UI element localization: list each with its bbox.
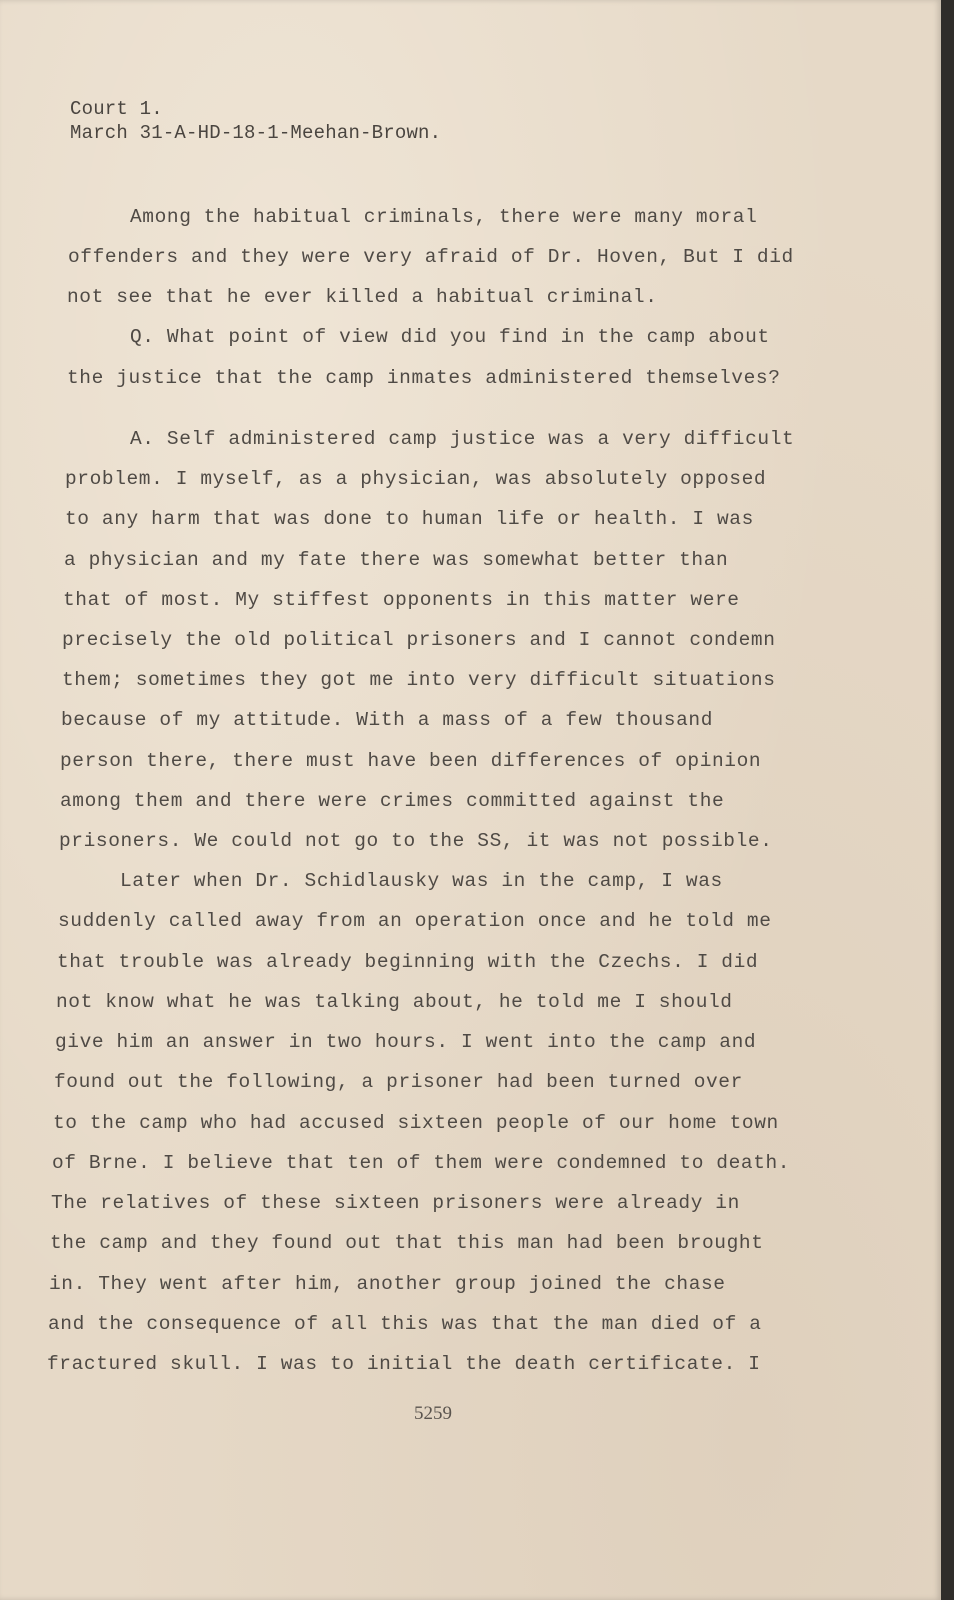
text-line: Among the habitual criminals, there were many moral <box>130 206 758 228</box>
text-line: give him an answer in two hours. I went into the camp and <box>55 1031 757 1053</box>
text-line: a physician and my fate there was somewhat better than <box>64 549 729 571</box>
case-reference: March 31-A-HD-18-1-Meehan-Brown. <box>70 122 442 144</box>
text-line: A. Self administered camp justice was a very difficult <box>130 428 795 450</box>
text-line: to any harm that was done to human life or health. I was <box>65 508 754 530</box>
text-line: and the consequence of all this was that the man died of a <box>48 1313 762 1335</box>
text-line: problem. I myself, as a physician, was absolutely opposed <box>65 468 767 490</box>
text-line: in. They went after him, another group joined the chase <box>49 1273 726 1295</box>
text-line: The relatives of these sixteen prisoners were already in <box>51 1192 740 1214</box>
text-line: not see that he ever killed a habitual criminal. <box>67 286 658 308</box>
text-line: prisoners. We could not go to the SS, it was not possible. <box>59 830 773 852</box>
document-header <box>70 97 441 145</box>
text-line: Q. What point of view did you find in the camp about <box>130 326 770 348</box>
court-label: Court 1. <box>70 98 163 120</box>
page-number: 5259 <box>414 1403 452 1424</box>
text-line: offenders and they were very afraid of Dr. Hoven, But I did <box>68 246 794 268</box>
text-line: that trouble was already beginning with the Czechs. I did <box>57 951 759 973</box>
text-line: among them and there were crimes committed against the <box>60 790 725 812</box>
text-line: suddenly called away from an operation once and he told me <box>58 910 772 932</box>
text-line: precisely the old political prisoners and I cannot condemn <box>62 629 776 651</box>
text-line: because of my attitude. With a mass of a few thousand <box>61 709 714 731</box>
background-edge <box>941 0 954 1600</box>
text-line: that of most. My stiffest opponents in this matter were <box>63 589 740 611</box>
text-line: the justice that the camp inmates administered themselves? <box>67 367 781 389</box>
text-line: person there, there must have been differences of opinion <box>60 750 762 772</box>
text-line: the camp and they found out that this man had been brought <box>50 1232 764 1254</box>
text-line: of Brne. I believe that ten of them were condemned to death. <box>52 1152 791 1174</box>
text-line: Later when Dr. Schidlausky was in the camp, I was <box>120 870 723 892</box>
text-line: fractured skull. I was to initial the death certificate. I <box>47 1353 761 1375</box>
text-line: to the camp who had accused sixteen people of our home town <box>53 1112 779 1134</box>
text-line: them; sometimes they got me into very difficult situations <box>62 669 776 691</box>
text-line: not know what he was talking about, he told me I should <box>56 991 733 1013</box>
text-line: found out the following, a prisoner had been turned over <box>54 1071 743 1093</box>
